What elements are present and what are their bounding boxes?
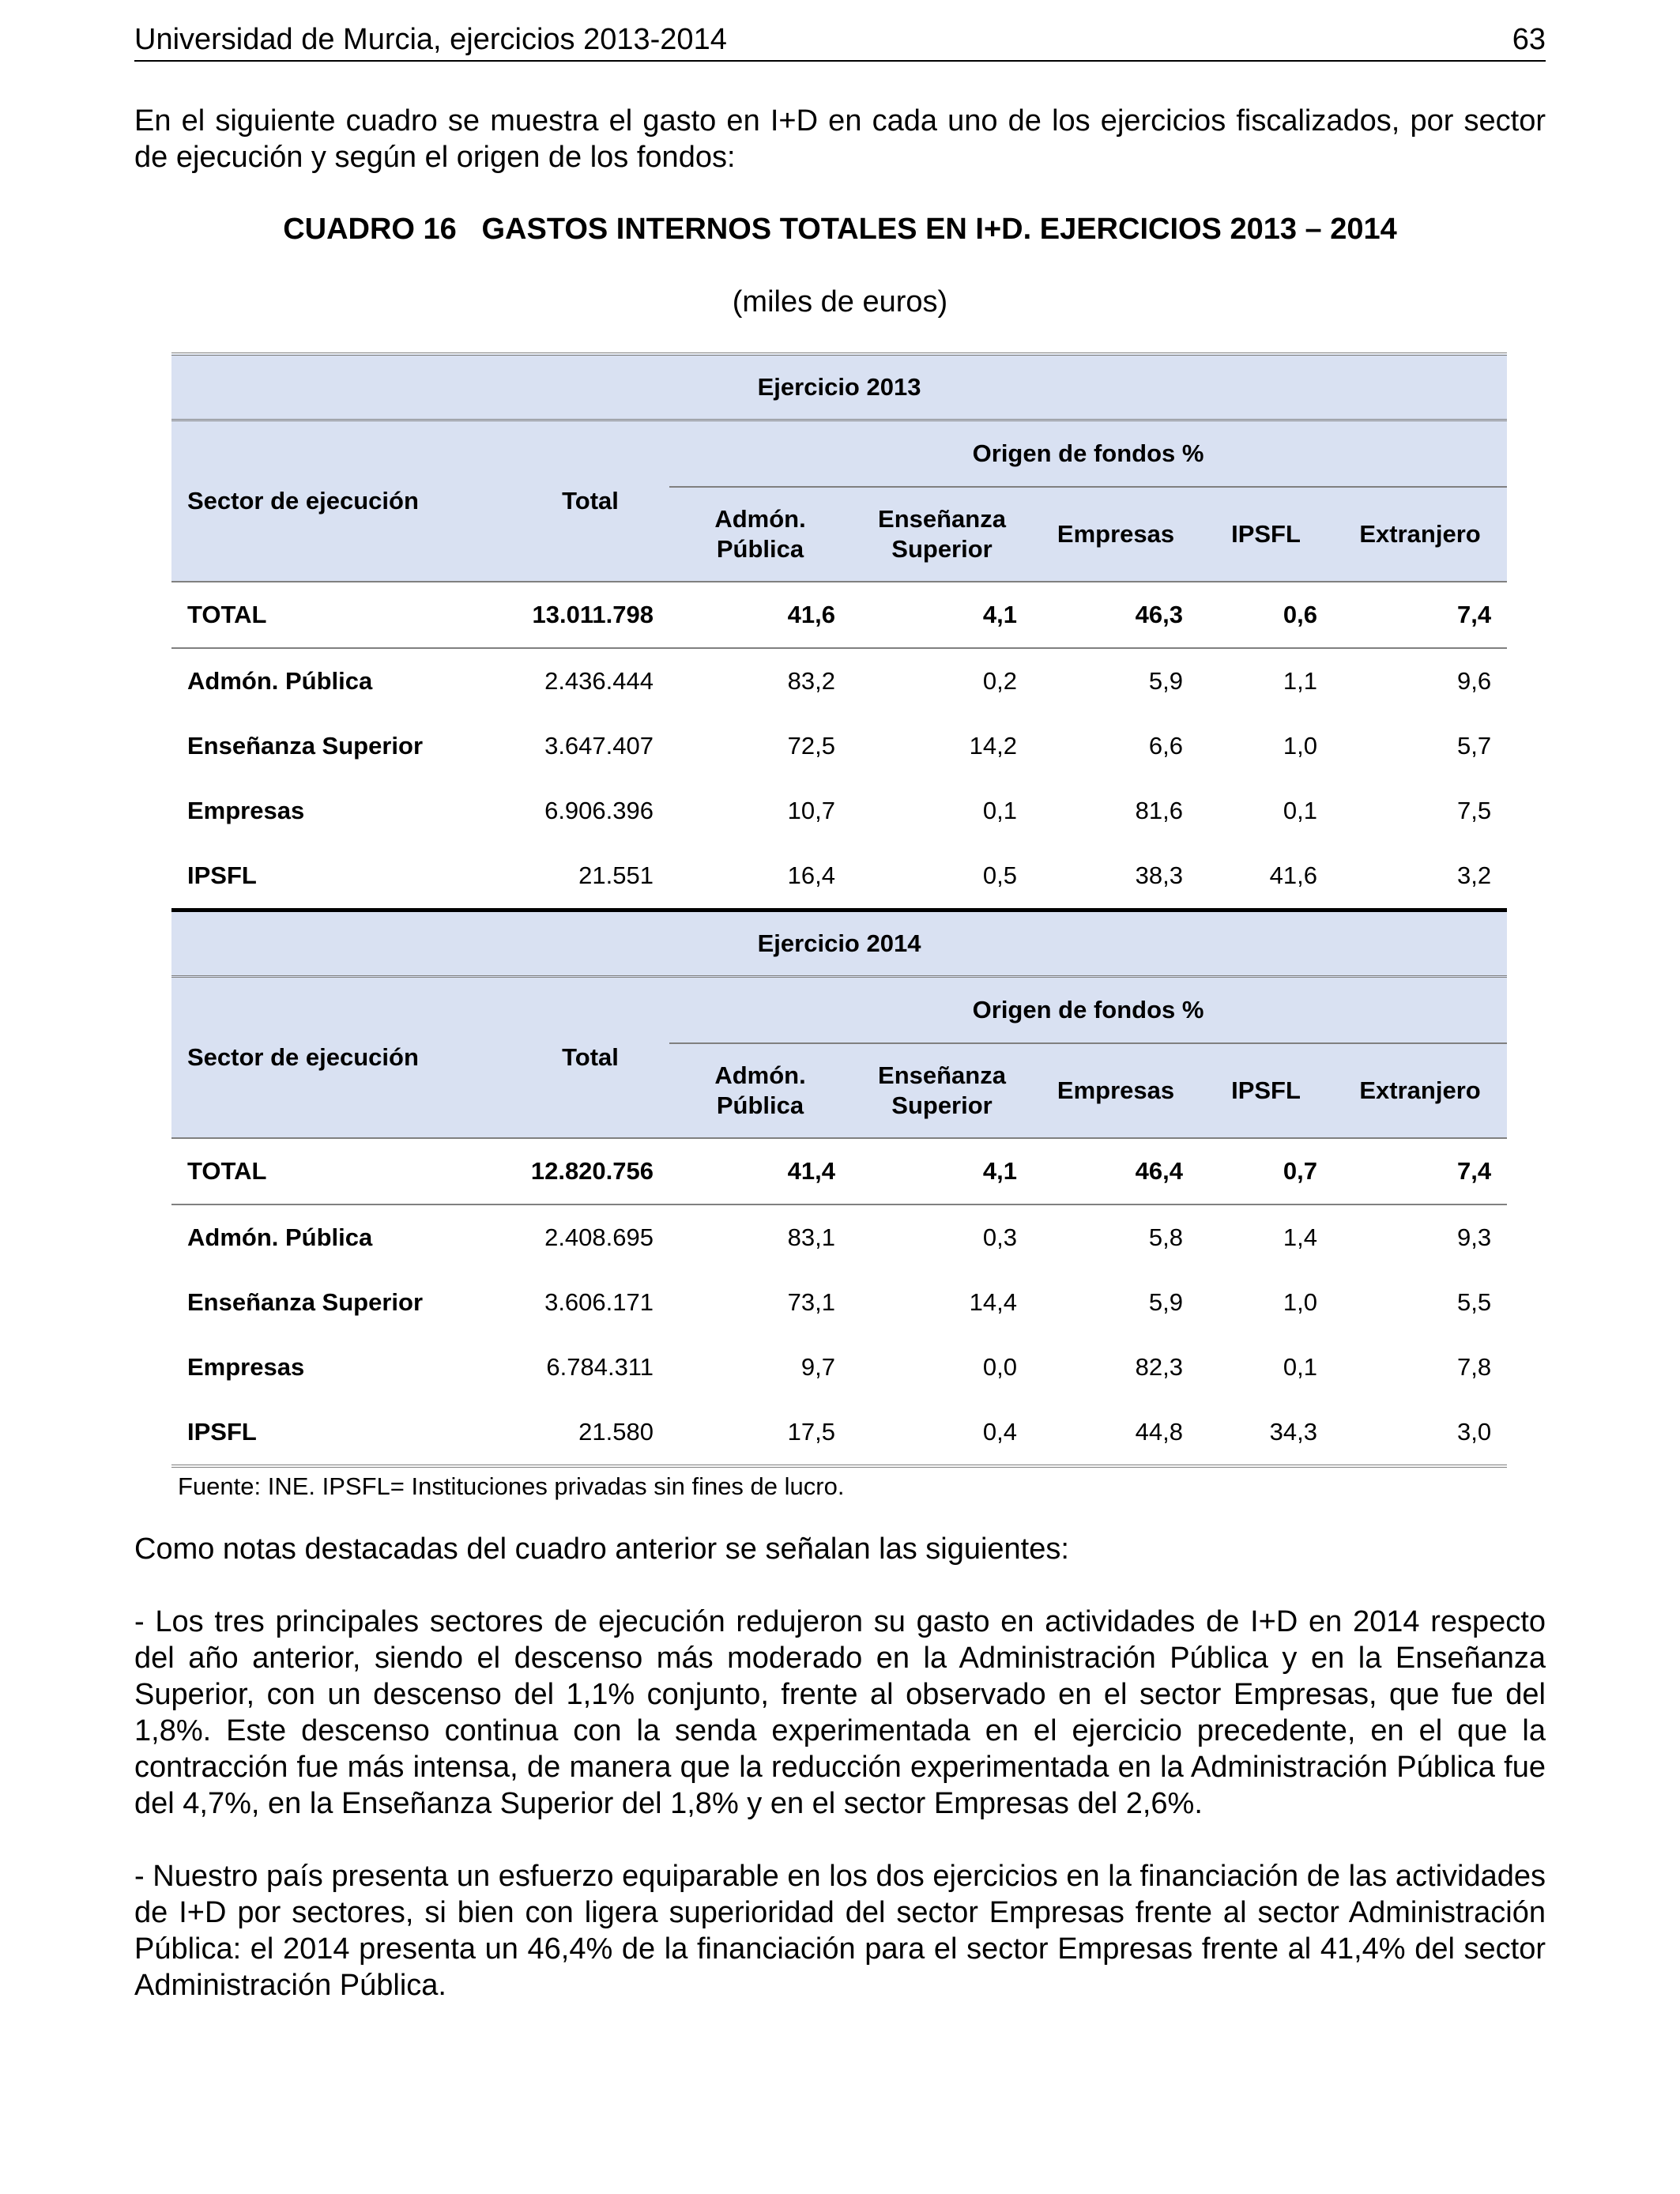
cell-total: 6.784.311 [546,1353,654,1381]
cell-ext: 3,2 [1333,843,1507,910]
cell-total: 21.551 [511,843,669,910]
header-line: Enseñanza [878,1061,1006,1089]
cell-total: 21.580 [511,1400,669,1466]
cell-emp: 38,3 [1033,843,1199,910]
table-source-note: Fuente: INE. IPSFL= Instituciones privadas sin fines de lucro. [178,1472,845,1500]
cell-admon: 83,1 [787,1223,835,1251]
column-header-ipsfl: IPSFL [1199,487,1333,582]
table-row [171,1270,1507,1335]
header-line: Admón. [714,1061,806,1089]
cell-ens: 0,4 [851,1400,1033,1466]
column-header-empresas: Empresas [1033,487,1199,582]
column-header-admon [669,1043,851,1138]
cell-total: 2.436.444 [544,667,654,695]
column-header-ensenanza [851,487,1033,582]
table-subtitle: (miles de euros) [732,285,948,319]
cell-total: 3.606.171 [544,1288,654,1316]
column-header-empresas: Empresas [1033,1043,1199,1138]
column-header-ipsfl: IPSFL [1199,1043,1333,1138]
cell-emp: 81,6 [1135,797,1183,824]
row-sector-label: Admón. Pública [187,667,373,695]
cell-emp: 44,8 [1033,1400,1199,1466]
row-sector-label: IPSFL [171,1400,511,1466]
cell-total: 13.011.798 [511,582,669,648]
column-header-total: Total [511,420,669,582]
header-line: Pública [716,535,804,563]
column-header-ensenanza [851,1043,1033,1138]
cell-ext: 7,4 [1333,582,1507,648]
cell-admon: 9,7 [800,1353,835,1381]
cell-emp: 5,9 [1148,667,1183,695]
row-sector-label: Admón. Pública [187,1223,373,1251]
cell-ens: 0,5 [851,843,1033,910]
column-header-origin: Origen de fondos % [669,420,1507,488]
cell-ens: 4,1 [851,582,1033,648]
year-row [171,354,1507,420]
header-line: Pública [716,1091,804,1119]
table-title: CUADRO 16 GASTOS INTERNOS TOTALES EN I+D. EJERCICIOS 2013 – 2014 [283,213,1397,246]
header-line: Superior [891,535,993,563]
cell-ens: 14,4 [969,1288,1017,1316]
table-row [171,1204,1507,1270]
cell-ens: 0,2 [982,667,1017,695]
table-row [171,1335,1507,1400]
cell-admon: 41,6 [669,582,851,648]
column-header-extranjero: Extranjero [1333,1043,1507,1138]
rd-expenditure-table [171,352,1507,1468]
table-row [171,778,1507,843]
cell-ext: 7,4 [1333,1138,1507,1204]
cell-emp: 5,8 [1148,1223,1183,1251]
cell-ens: 4,1 [851,1138,1033,1204]
header-line: Superior [891,1091,993,1119]
cell-ext: 5,7 [1456,732,1492,760]
table-row [171,1400,1507,1466]
cell-ipsfl: 0,6 [1199,582,1333,648]
row-sector-label: Empresas [187,797,305,824]
year-row [171,910,1507,977]
row-sector-label: Enseñanza Superior [187,1288,424,1316]
table-total-row [171,582,1507,648]
cell-ext: 9,3 [1456,1223,1492,1251]
column-header-sector: Sector de ejecución [171,977,511,1139]
cell-admon: 72,5 [787,732,835,760]
table-row [171,843,1507,910]
column-header-total: Total [511,977,669,1139]
cell-ext: 3,0 [1333,1400,1507,1466]
note-paragraph-2: - Nuestro país presenta un esfuerzo equiparable en los dos ejercicios en la financiación de las actividades de I+D por sectores, si bien con ligera superioridad del sector Empresas frente al sector Administración Pública: el 2014 presenta un 46,4% de la financiación para el sector Empresas frente al 41,4% del sector Administración Pública. [134,1860,1546,2002]
cell-admon: 10,7 [787,797,835,824]
row-sector-label: Empresas [187,1353,305,1381]
column-header-origin: Origen de fondos % [669,977,1507,1044]
row-sector-label: TOTAL [171,582,511,648]
cell-ipsfl: 34,3 [1199,1400,1333,1466]
cell-total: 3.647.407 [544,732,654,760]
table-total-row [171,1138,1507,1204]
cell-ipsfl: 1,0 [1283,1288,1317,1316]
cell-total: 2.408.695 [544,1223,654,1251]
cell-ipsfl: 1,1 [1283,667,1317,695]
cell-ipsfl: 41,6 [1199,843,1333,910]
column-header-row [171,977,1507,1044]
year-label: Ejercicio 2014 [171,910,1507,977]
header-line: Admón. [714,505,806,533]
year-label: Ejercicio 2013 [171,354,1507,420]
cell-admon: 41,4 [669,1138,851,1204]
header-title: Universidad de Murcia, ejercicios 2013-2014 [134,23,727,56]
row-sector-label: IPSFL [171,843,511,910]
column-header-row [171,420,1507,488]
cell-admon: 17,5 [669,1400,851,1466]
cell-emp: 5,9 [1148,1288,1183,1316]
column-header-sector: Sector de ejecución [171,420,511,582]
cell-ipsfl: 1,0 [1283,732,1317,760]
cell-total: 6.906.396 [544,797,654,824]
cell-ext: 9,6 [1456,667,1492,695]
intro-paragraph: En el siguiente cuadro se muestra el gasto en I+D en cada uno de los ejercicios fiscalizados, por sector de ejecución y según el origen de los fondos: [134,104,1546,174]
cell-total: 12.820.756 [511,1138,669,1204]
notes-section [134,1531,1546,2004]
document-page [134,19,1546,2040]
cell-admon: 16,4 [669,843,851,910]
page-number: 63 [1512,23,1546,56]
cell-ipsfl: 0,1 [1283,797,1317,824]
cell-emp: 82,3 [1135,1353,1183,1381]
table-row [171,714,1507,778]
notes-intro: Como notas destacadas del cuadro anterior se señalan las siguientes: [134,1532,1069,1566]
cell-ens: 14,2 [969,732,1017,760]
header-line: Enseñanza [878,505,1006,533]
cell-ens: 0,1 [982,797,1017,824]
cell-admon: 83,2 [787,667,835,695]
table-row [171,648,1507,714]
cell-ext: 7,8 [1456,1353,1492,1381]
cell-ens: 0,3 [982,1223,1017,1251]
column-header-admon [669,487,851,582]
cell-ext: 7,5 [1456,797,1492,824]
cell-ens: 0,0 [982,1353,1017,1381]
data-tables [171,352,1507,1502]
cell-ipsfl: 0,7 [1199,1138,1333,1204]
row-sector-label: Enseñanza Superior [187,732,424,760]
cell-emp: 46,3 [1033,582,1199,648]
row-sector-label: TOTAL [171,1138,511,1204]
column-header-extranjero: Extranjero [1333,487,1507,582]
cell-emp: 46,4 [1033,1138,1199,1204]
running-header [134,19,1546,62]
cell-ipsfl: 0,1 [1283,1353,1317,1381]
cell-ipsfl: 1,4 [1283,1223,1317,1251]
cell-admon: 73,1 [787,1288,835,1316]
cell-emp: 6,6 [1148,732,1183,760]
cell-ext: 5,5 [1456,1288,1492,1316]
note-paragraph-1: - Los tres principales sectores de ejecución redujeron su gasto en actividades de I+D en 2014 respecto del año anterior, siendo el descenso más moderado en la Administración Pública y en la Enseñanza Superior, con un descenso del 1,1% conjunto, frente al observado en el sector Empresas, que fue del 1,8%. Este descenso continua con la senda experimentada en el ejercicio precedente, en el que la contracción fue más intensa, de manera que la reducción experimentada en la Administración Pública fue del 4,7%, en la Enseñanza Superior del 1,8% y en el sector Empresas del 2,6%. [134,1605,1546,1820]
